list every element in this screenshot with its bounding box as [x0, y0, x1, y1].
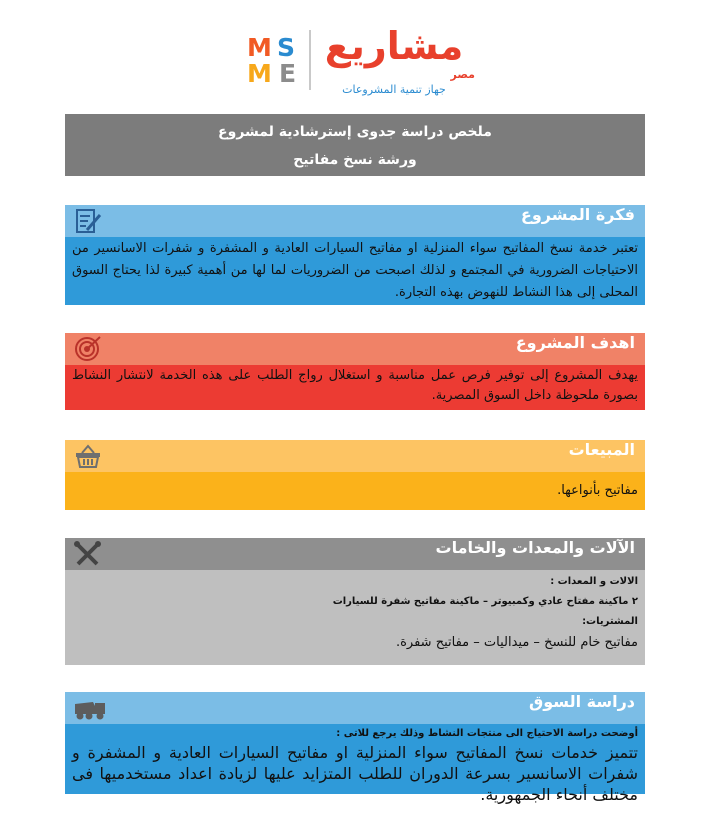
section-title: المبيعات — [568, 440, 635, 459]
msme-logo — [245, 24, 475, 98]
basket-icon — [73, 442, 103, 470]
section-equipment — [65, 538, 645, 650]
section-header — [65, 538, 645, 570]
section-project-idea — [65, 205, 645, 300]
machines-text: ٢ ماكينة مفتاح عادي وكمبيوتر – ماكينة مفاتيح شفرة للسيارات — [332, 596, 638, 607]
section-market-study — [65, 692, 645, 804]
section-title: دراسة السوق — [528, 692, 635, 711]
purchases-text: مفاتيح خام للنسخ – ميداليات – مفاتيح شفرة. — [395, 635, 638, 650]
machines-label: الالات و المعدات : — [550, 576, 638, 587]
logo-letter-e: E — [279, 59, 297, 88]
tools-icon — [73, 540, 103, 568]
page-subtitle: ورشة نسخ مفاتيح — [293, 152, 417, 168]
logo-arabic-sub: مصر — [450, 68, 475, 81]
document-edit-icon — [73, 207, 103, 235]
purchases-label: المشتريات: — [582, 616, 638, 627]
section-text: مفاتيح بأنواعها. — [557, 483, 638, 498]
section-project-goal — [65, 333, 645, 403]
section-text: تعتبر خدمة نسخ المفاتيح سواء المنزلية او مفاتيح السيارات العادية و المشفرة و شفرات الاسانسير من الاحتياجات الضرورية في المجتمع و لذلك اصبحت من الضروريات لما لها من أهمية كبيرة لذا يحتاج السوق المحلى إلى هذا النشاط للنهوض بهذه التجارة. — [72, 241, 638, 300]
section-header — [65, 440, 645, 472]
section-header — [65, 692, 645, 724]
logo-letter-s: S — [277, 33, 296, 62]
section-header — [65, 333, 645, 365]
section-title: اهدف المشروع — [515, 333, 635, 352]
section-header — [65, 205, 645, 237]
section-title: فكرة المشروع — [520, 205, 635, 224]
section-title: الآلات والمعدات والخامات — [435, 538, 635, 557]
section-text: يهدف المشروع إلى توفير فرص عمل مناسبة و استغلال رواج الطلب على هذه الخدمة لانتشار النشاط بصورة ملحوظة داخل السوق المصرية. — [72, 368, 638, 403]
section-text: تتميز خدمات نسخ المفاتيح سواء المنزلية او مفاتيح السيارات العادية و المشفرة و شفرات الاسانسير بسرعة الدوران للطلب المتزايد عليها لزيادة اعداد مستخدميها فى مختلف أنحاء الجمهورية. — [72, 743, 638, 804]
truck-icon — [73, 694, 109, 722]
logo-letter-m2: M — [247, 59, 272, 88]
section-body — [65, 472, 645, 510]
msme-letters — [245, 32, 307, 88]
logo-divider — [309, 30, 311, 90]
page-title: ملخص دراسة جدوى إسترشادية لمشروع — [218, 124, 492, 140]
section-body — [65, 365, 645, 410]
logo-tagline: جهاز تنمية المشروعات — [342, 83, 446, 96]
page-title-box — [65, 114, 645, 176]
section-body — [65, 724, 645, 804]
section-body — [65, 570, 645, 665]
market-intro: أوضحت دراسة الاحتياج الى منتجات النشاط وذلك يرجع للاتى : — [336, 728, 638, 739]
section-sales — [65, 440, 645, 498]
logo-arabic-main: مشاريع — [324, 24, 464, 68]
target-icon — [73, 335, 103, 363]
section-body — [65, 237, 645, 305]
logo-letter-m1: M — [247, 33, 272, 62]
